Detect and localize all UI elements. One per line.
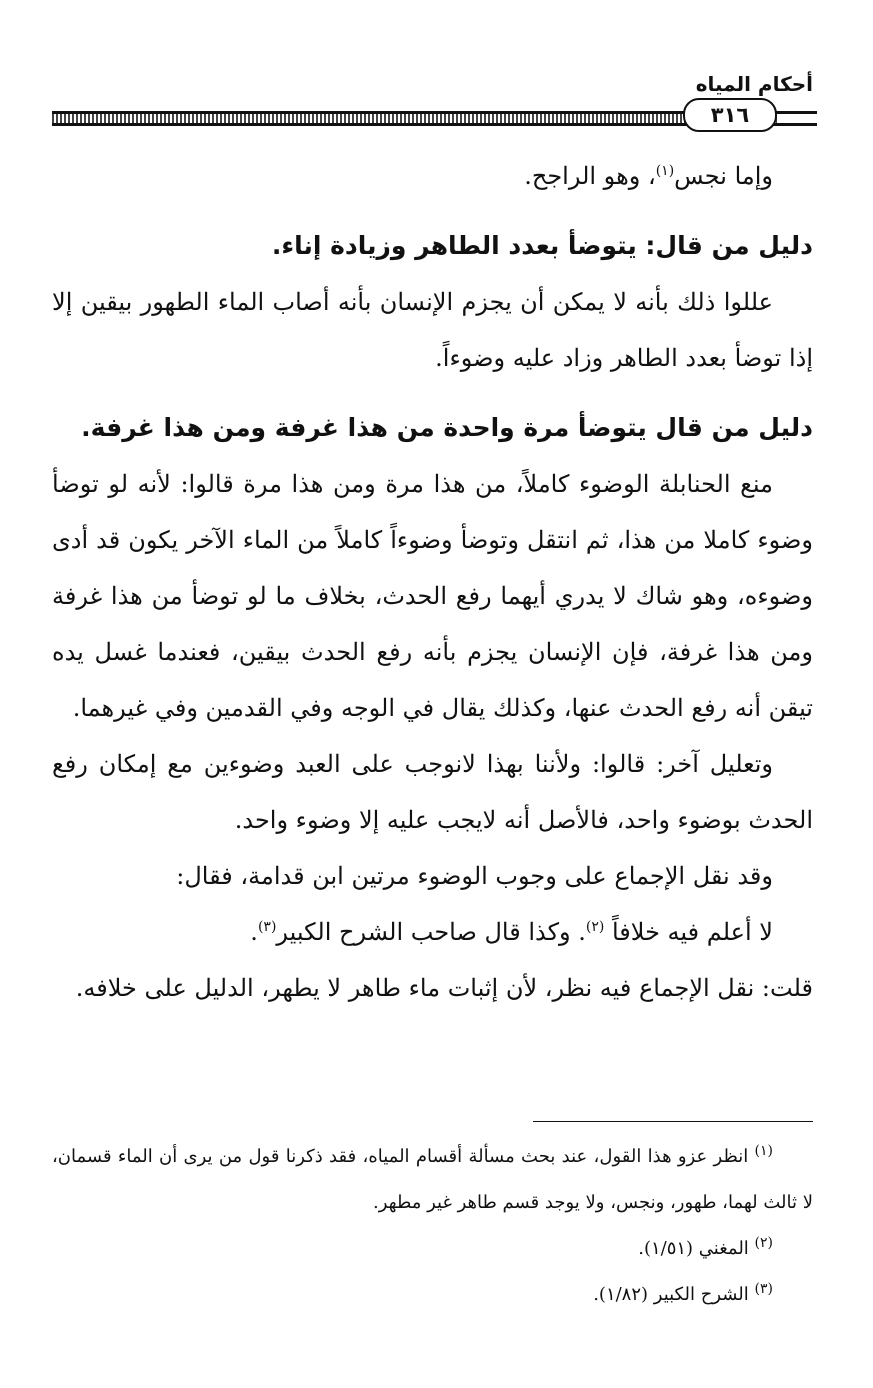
footnote bbox=[52, 1134, 813, 1226]
section-heading: دليل من قال: يتوضأ بعدد الطاهر وزيادة إناء. bbox=[271, 231, 813, 260]
footnote-ref: (٣) bbox=[257, 919, 277, 935]
paragraph: وتعليل آخر: قالوا: ولأننا بهذا لانوجب على العبد وضوءين مع إمكان رفع الحدث بوضوء واحد، فالأصل أنه لايجب عليه إلا وضوء واحد. bbox=[52, 750, 813, 834]
footnote-text: الشرح الكبير (١/٨٢). bbox=[593, 1284, 755, 1305]
text-span: لا أعلم فيه خلافاً bbox=[611, 918, 773, 946]
paragraph: منع الحنابلة الوضوء كاملاً، من هذا مرة ومن هذا مرة قالوا: لأنه لو توضأ وضوء كاملا من هذا، ثم انتقل وتوضأ وضوءاً كاملاً من الماء الآخر يكون قد أدى وضوءه، وهو شاك لا يدري أيهما رفع الحدث، بخلاف ما لو توضأ من هذا غرفة ومن هذا غرفة، فإن الإنسان يجزم بأنه رفع الحدث بيقين، فعندما غسل يده تيقن أنه رفع الحدث عنها، وكذلك يقال في الوجه وفي القدمين وفي غيرهما. bbox=[52, 470, 813, 722]
header-rule bbox=[52, 111, 777, 126]
footnote-number: (١) bbox=[754, 1143, 773, 1159]
text-span: . وكذا قال صاحب الشرح الكبير bbox=[276, 918, 586, 946]
paragraph: قلت: نقل الإجماع فيه نظر، لأن إثبات ماء طاهر لا يطهر، الدليل على خلافه. bbox=[75, 974, 813, 1002]
footnote-text: انظر عزو هذا القول، عند بحث مسألة أقسام المياه، فقد ذكرنا قول من يرى أن الماء قسمان، لا ثالث لهما، طهور، ونجس، ولا يوجد قسم طاهر غير مطهر. bbox=[52, 1146, 813, 1213]
paragraph bbox=[52, 904, 813, 960]
paragraph: وقد نقل الإجماع على وجوب الوضوء مرتين ابن قدامة، فقال: bbox=[176, 862, 773, 890]
section-heading: دليل من قال يتوضأ مرة واحدة من هذا غرفة ومن هذا غرفة. bbox=[81, 413, 813, 442]
header-rule-tail bbox=[777, 111, 817, 126]
paragraph: عللوا ذلك بأنه لا يمكن أن يجزم الإنسان بأنه أصاب الماء الطهور بيقين إلا إذا توضأ بعدد الطاهر وزاد عليه وضوءاً. bbox=[52, 288, 813, 372]
footnote bbox=[52, 1272, 813, 1318]
footnote-ref: (٢) bbox=[585, 919, 605, 935]
paragraph bbox=[52, 148, 813, 204]
text-span: وإما نجس bbox=[674, 162, 773, 190]
footnote-number: (٢) bbox=[754, 1235, 773, 1251]
footnote-number: (٣) bbox=[754, 1281, 773, 1297]
page-number: ٣١٦ bbox=[683, 98, 777, 132]
footnote-separator bbox=[533, 1121, 813, 1122]
text-span: ، وهو الراجح. bbox=[524, 162, 656, 190]
footnote-ref: (١) bbox=[655, 163, 675, 179]
footnotes bbox=[52, 1134, 813, 1318]
main-text bbox=[52, 148, 813, 1016]
footnote-text: المغني (١/٥١). bbox=[638, 1238, 755, 1259]
text-span: . bbox=[250, 918, 258, 946]
footnote bbox=[52, 1226, 813, 1272]
running-title: أحكام المياه bbox=[695, 72, 813, 96]
